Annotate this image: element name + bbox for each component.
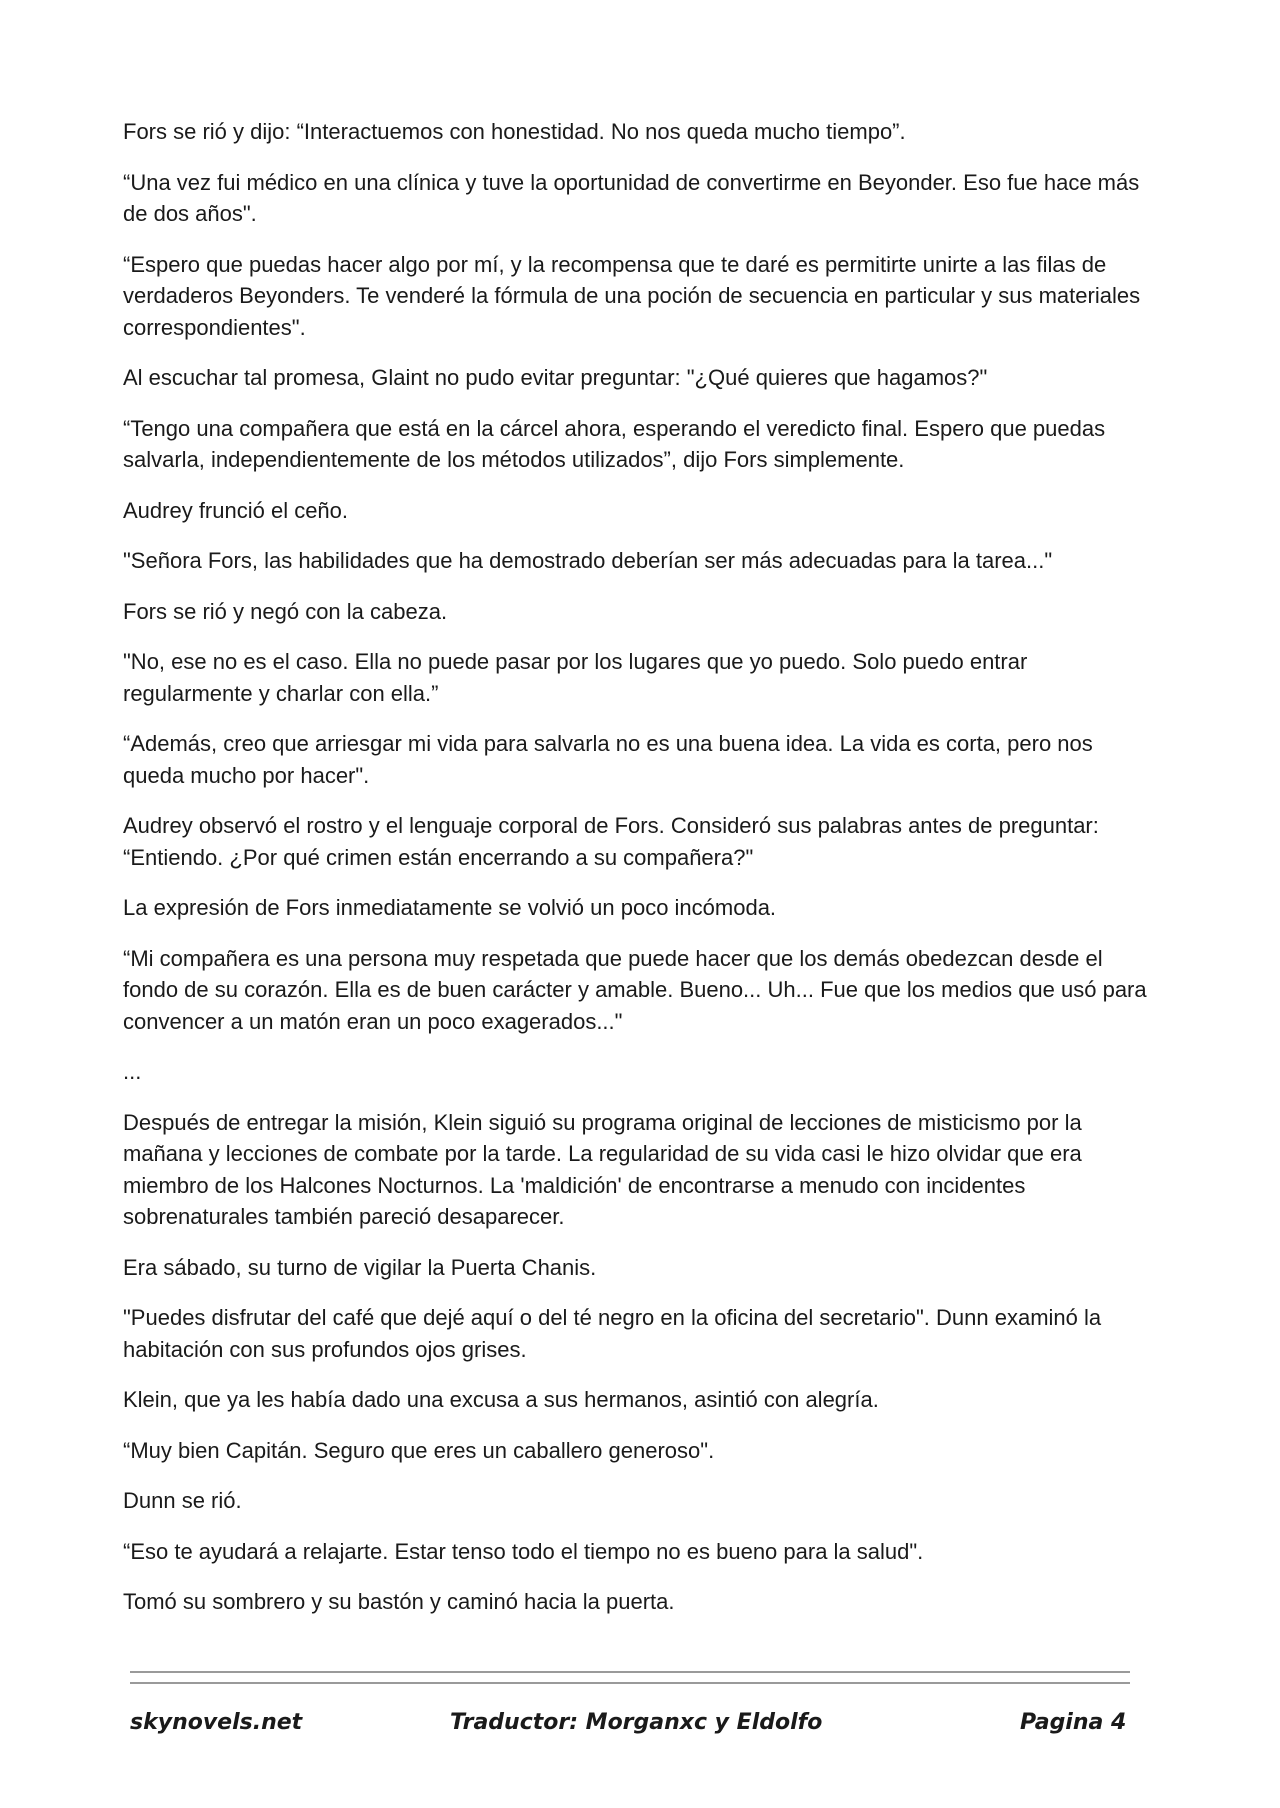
paragraph: “Tengo una compañera que está en la cárcel ahora, esperando el veredicto final. Espero que puedas salvarla, independientemente de los métodos utilizados”, dijo Fors simplemente.	[123, 415, 1106, 472]
footer-divider-top	[130, 1671, 1130, 1673]
paragraph: “Mi compañera es una persona muy respetada que puede hacer que los demás obedezcan desde el fondo de su corazón. Ella es de buen carácter y amable. Bueno... Uh... Fue que los medios que usó para convencer a un matón eran un poco exagerados..."	[123, 945, 1147, 1034]
paragraph: “Además, creo que arriesgar mi vida para salvarla no es una buena idea. La vida es corta, pero nos queda mucho por hacer".	[123, 731, 1093, 788]
footer-page-number: Pagina 4	[1020, 1710, 1127, 1735]
paragraph: Audrey observó el rostro y el lenguaje corporal de Fors. Consideró sus palabras antes de preguntar: “Entiendo. ¿Por qué crimen están encerrando a su compañera?"	[123, 813, 1099, 870]
paragraph: Al escuchar tal promesa, Glaint no pudo evitar preguntar: "¿Qué quieres que hagamos?"	[123, 365, 988, 390]
paragraph: "Puedes disfrutar del café que dejé aquí o del té negro en la oficina del secretario". Dunn examinó la habitación con sus profundos ojos grises.	[123, 1305, 1102, 1362]
paragraph: Audrey frunció el ceño.	[123, 497, 349, 523]
paragraph: “Espero que puedas hacer algo por mí, y la recompensa que te daré es permitirte unirte a las filas de verdaderos Beyonders. Te venderé la fórmula de una poción de secuencia en particular y sus materiales correspondientes".	[123, 251, 1141, 340]
paragraph: Fors se rió y negó con la cabeza.	[123, 598, 448, 624]
paragraph: La expresión de Fors inmediatamente se volvió un poco incómoda.	[123, 895, 777, 920]
paragraph: "Señora Fors, las habilidades que ha demostrado deberían ser más adecuadas para la tarea..."	[123, 548, 1053, 573]
paragraph: "No, ese no es el caso. Ella no puede pasar por los lugares que yo puedo. Solo puedo entrar regularmente y charlar con ella.”	[123, 649, 1028, 706]
paragraph: Después de entregar la misión, Klein siguió su programa original de lecciones de misticismo por la mañana y lecciones de combate por la tarde. La regularidad de su vida casi le hizo olvidar que era miembro de los Halcones Nocturnos. La 'maldición' de encontrarse a menudo con incidentes sobrenaturales también pareció desaparecer.	[123, 1109, 1082, 1229]
footer-translator: Traductor: Morganxc y Eldolfo	[450, 1710, 823, 1735]
paragraph: “Muy bien Capitán. Seguro que eres un caballero generoso".	[123, 1437, 715, 1463]
scene-break: ...	[123, 1059, 142, 1084]
paragraph: Klein, que ya les había dado una excusa a sus hermanos, asintió con alegría.	[123, 1387, 879, 1412]
footer-site: skynovels.net	[130, 1710, 303, 1735]
paragraph: Era sábado, su turno de vigilar la Puerta Chanis.	[123, 1254, 597, 1280]
footer-divider-bottom	[130, 1682, 1130, 1684]
paragraph: “Una vez fui médico en una clínica y tuve la oportunidad de convertirme en Beyonder. Eso fue hace más de dos años".	[123, 169, 1140, 226]
paragraph: Tomó su sombrero y su bastón y caminó hacia la puerta.	[123, 1589, 675, 1614]
paragraph: Fors se rió y dijo: “Interactuemos con honestidad. No nos queda mucho tiempo”.	[123, 119, 906, 144]
paragraph: Dunn se rió.	[123, 1488, 242, 1513]
page-footer	[0, 1710, 1280, 1746]
paragraph: “Eso te ayudará a relajarte. Estar tenso todo el tiempo no es bueno para la salud".	[123, 1538, 924, 1564]
body-text	[123, 116, 1148, 1637]
